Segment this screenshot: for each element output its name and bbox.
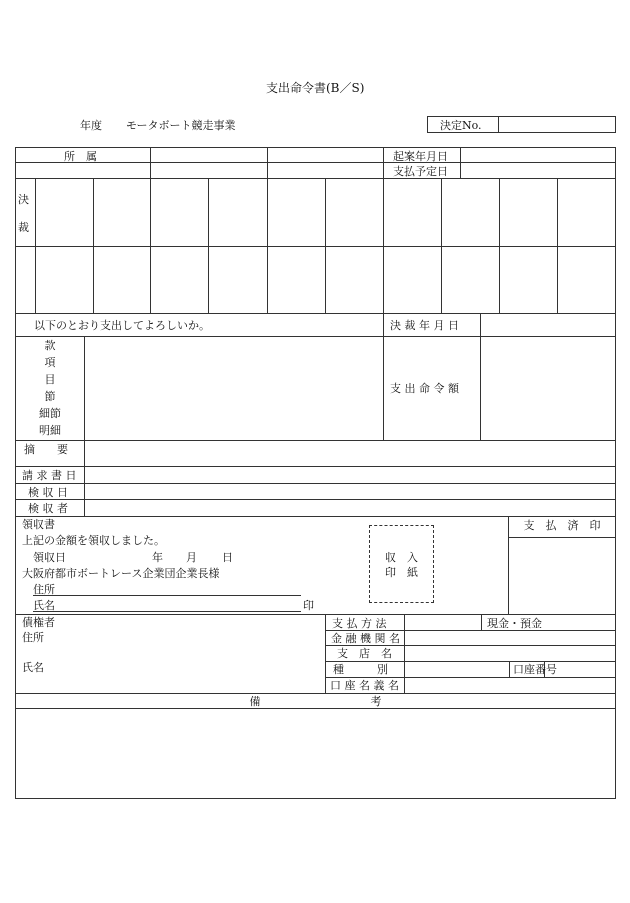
receipt-address-label: 住所 — [33, 583, 55, 596]
receipt-address-line — [33, 595, 301, 596]
account-holder-field[interactable] — [405, 678, 615, 693]
remarks-field[interactable] — [16, 709, 615, 798]
approval-char-1: 決 — [18, 193, 29, 206]
account-holder-label: 口 座 名 義 名 — [330, 679, 399, 692]
remarks-label: 備 考 — [249, 695, 382, 708]
stamp-line-1: 収 入 — [385, 551, 418, 564]
decision-no-field[interactable] — [500, 117, 615, 132]
inspector-label: 検 収 者 — [28, 502, 68, 515]
creditor-address-label: 住所 — [22, 631, 44, 644]
branch-field[interactable] — [405, 646, 615, 661]
inspection-date-label: 検 収 日 — [28, 486, 68, 499]
payment-scheduled-date-label: 支払予定日 — [393, 165, 448, 178]
account-type-field[interactable] — [405, 662, 508, 677]
draft-date-label: 起案年月日 — [393, 150, 448, 163]
summary-field[interactable] — [85, 441, 615, 466]
approval-char-2: 裁 — [18, 221, 29, 234]
creditor-label: 債権者 — [22, 616, 55, 629]
affiliation-label: 所 属 — [64, 150, 97, 163]
receipt-date-label: 領収日 — [33, 551, 66, 564]
receipt-addressee: 大阪府都市ボートレース企業団企業長様 — [22, 567, 220, 580]
creditor-address-field[interactable] — [60, 630, 322, 658]
receipt-name-label: 氏名 — [33, 599, 55, 612]
business-name: モータボート競走事業 — [126, 119, 236, 132]
payment-method-label: 支 払 方 法 — [332, 617, 387, 630]
revenue-stamp-box — [369, 525, 434, 603]
payment-method-field[interactable] — [405, 615, 480, 630]
inspection-date-field[interactable] — [85, 484, 615, 499]
inspector-field[interactable] — [85, 500, 615, 516]
form-title: 支出命令書(B／S) — [266, 81, 365, 95]
receipt-day-label: 日 — [222, 551, 233, 564]
bank-label: 金 融 機 関 名 — [331, 632, 400, 645]
creditor-name-label: 氏名 — [22, 661, 44, 674]
stamp-line-2: 印 紙 — [385, 566, 418, 579]
budget-item-kan: 款 — [44, 339, 56, 352]
account-number-label: 口座番号 — [513, 663, 557, 676]
receipt-month-label: 月 — [186, 551, 197, 564]
budget-item-kou: 項 — [44, 356, 56, 369]
budget-item-saisetsu: 細節 — [39, 407, 61, 420]
fiscal-year-label: 年度 — [80, 119, 102, 132]
invoice-date-label: 請 求 書 日 — [22, 469, 77, 482]
budget-item-meisai: 明細 — [39, 424, 61, 437]
receipt-name-field[interactable] — [58, 598, 300, 611]
account-type-label: 種 別 — [333, 663, 388, 676]
creditor-name-field[interactable] — [60, 660, 322, 690]
approval-date-field[interactable] — [481, 314, 615, 336]
paid-stamp-label: 支 払 済 印 — [523, 519, 601, 532]
invoice-date-field[interactable] — [85, 467, 615, 483]
branch-label: 支 店 名 — [337, 647, 392, 660]
affiliation-field[interactable] — [151, 148, 266, 162]
approval-statement: 以下のとおり支出してよろしいか。 — [34, 319, 210, 332]
receipt-year-label: 年 — [152, 551, 163, 564]
budget-item-setsu: 節 — [44, 390, 56, 403]
approval-date-label: 決 裁 年 月 日 — [390, 319, 459, 332]
payment-method-value: 現金・預金 — [487, 617, 542, 630]
paid-stamp-area[interactable] — [509, 538, 615, 614]
receipt-address-field[interactable] — [58, 582, 300, 595]
bank-field[interactable] — [405, 631, 615, 645]
payment-scheduled-date-field[interactable] — [461, 163, 615, 178]
budget-item-moku: 目 — [44, 373, 56, 386]
payment-order-amount-field[interactable] — [481, 337, 615, 439]
account-number-field[interactable] — [545, 662, 615, 677]
payment-order-amount-label: 支 出 命 令 額 — [390, 382, 459, 395]
receipt-title: 領収書 — [22, 518, 55, 531]
budget-items-field[interactable] — [85, 337, 382, 439]
decision-no-label: 決定No. — [440, 119, 482, 132]
receipt-statement: 上記の金額を領収しました。 — [22, 534, 165, 547]
receipt-seal-label: 印 — [303, 599, 314, 612]
draft-date-field[interactable] — [461, 148, 615, 162]
receipt-name-line — [33, 611, 301, 612]
summary-label: 摘 要 — [24, 443, 68, 456]
